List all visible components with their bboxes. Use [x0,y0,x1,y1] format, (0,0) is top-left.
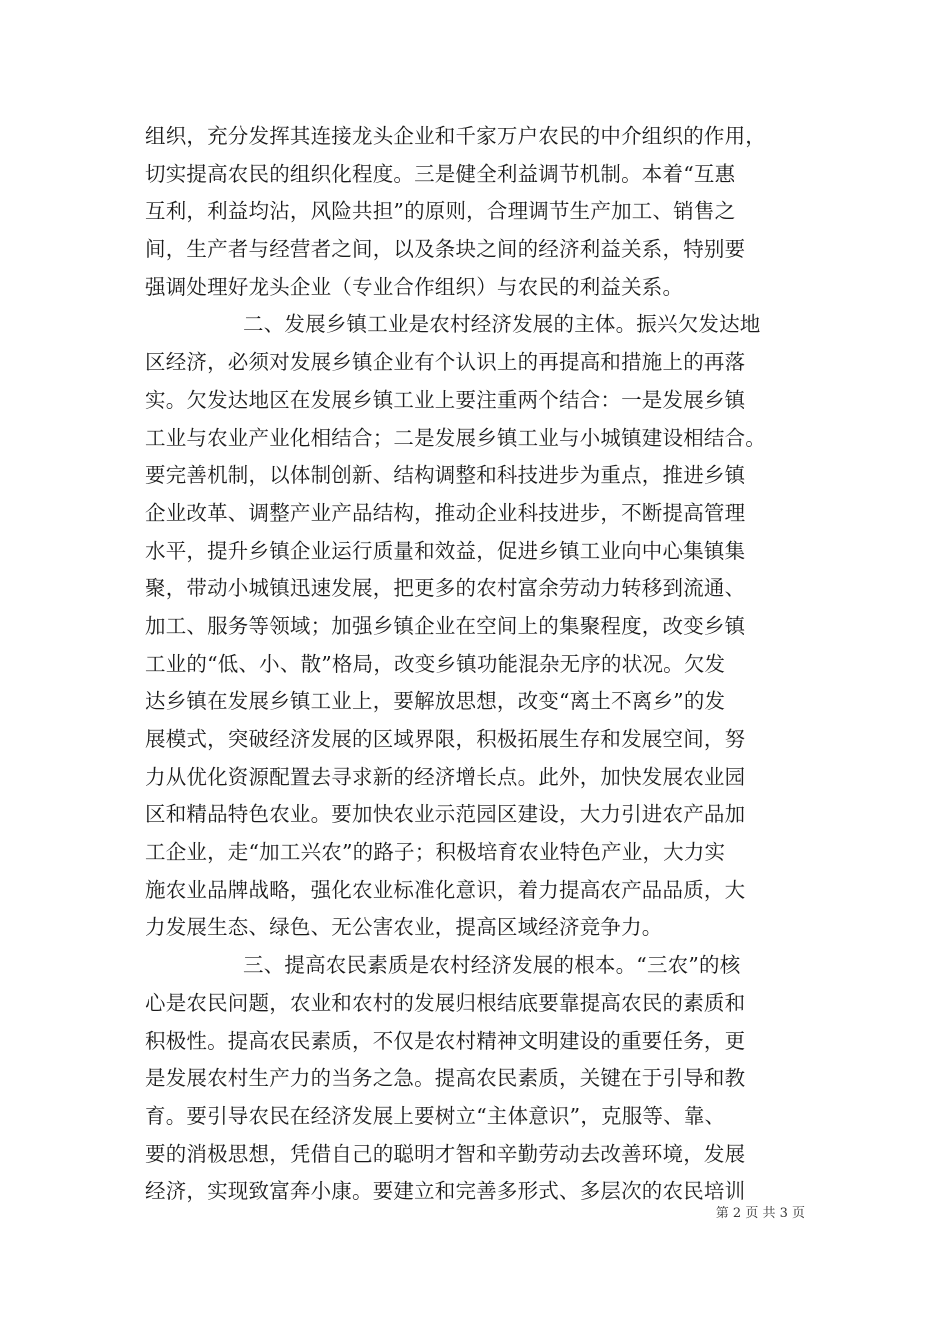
text-line: 企业改革、调整产业产品结构，推动企业科技进步，不断提高管理 [145,500,746,525]
text-line: 实。欠发达地区在发展乡镇工业上要注重两个结合：一是发展乡镇 [145,387,746,412]
text-line: 组织，充分发挥其连接龙头企业和千家万户农民的中介组织的作用， [145,124,766,148]
text-line: 力从优化资源配置去寻求新的经济增长点。此外，加快发展农业园 [145,764,746,789]
section-heading-line: 二、发展乡镇工业是农村经济发展的主体。振兴欠发达地 [243,312,761,337]
text-line: 强调处理好龙头企业（专业合作组织）与农民的利益关系。 [145,274,684,299]
page-number: 第 2 页 共 3 页 [715,1206,805,1221]
text-line: 施农业品牌战略，强化农业标准化意识，着力提高农产品品质，大 [145,877,746,902]
text-line: 区和精品特色农业。要加快农业示范园区建设，大力引进农产品加 [145,802,746,827]
text-line: 间，生产者与经营者之间，以及条块之间的经济利益关系，特别要 [145,237,746,262]
text-line: 达乡镇在发展乡镇工业上，要解放思想，改变“离土不离乡”的发 [145,689,726,714]
text-line: 区经济，必须对发展乡镇企业有个认识上的再提高和措施上的再落 [145,350,746,375]
body-text [145,118,805,1211]
text-line: 是发展农村生产力的当务之急。提高农民素质，关键在于引导和教 [145,1066,746,1091]
text-line: 水平，提升乡镇企业运行质量和效益，促进乡镇工业向中心集镇集 [145,538,746,563]
text-line: 力发展生态、绿色、无公害农业，提高区域经济竞争力。 [145,915,663,940]
text-line: 经济，实现致富奔小康。要建立和完善多形式、多层次的农民培训 [145,1179,746,1204]
text-line: 聚，带动小城镇迅速发展，把更多的农村富余劳动力转移到流通、 [145,576,746,601]
page-footer [0,1202,950,1221]
text-line: 互利，利益均沾，风险共担”的原则，合理调节生产加工、销售之 [145,199,736,224]
text-line: 工业与农业产业化相结合；二是发展乡镇工业与小城镇建设相结合。 [145,425,766,450]
text-line: 育。要引导农民在经济发展上要树立“主体意识”，克服等、靠、 [145,1103,726,1128]
text-line: 加工、服务等领域；加强乡镇企业在空间上的集聚程度，改变乡镇 [145,613,746,638]
text-line: 心是农民问题，农业和农村的发展归根结底要靠提高农民的素质和 [145,990,746,1015]
text-line: 工业的“低、小、散”格局，改变乡镇功能混杂无序的状况。欠发 [145,651,726,676]
section-heading-line: 三、提高农民素质是农村经济发展的根本。“三农”的核 [243,953,741,978]
text-line: 工企业，走“加工兴农”的路子；积极培育农业特色产业，大力实 [145,840,726,865]
text-line: 切实提高农民的组织化程度。三是健全利益调节机制。本着“互惠 [145,161,736,186]
text-line: 要完善机制，以体制创新、结构调整和科技进步为重点，推进乡镇 [145,463,746,488]
text-line: 展模式，突破经济发展的区域界限，积极拓展生存和发展空间，努 [145,727,746,751]
text-line: 积极性。提高农民素质，不仅是农村精神文明建设的重要任务，更 [145,1028,746,1053]
text-line: 要的消极思想，凭借自己的聪明才智和辛勤劳动去改善环境，发展 [145,1141,746,1166]
